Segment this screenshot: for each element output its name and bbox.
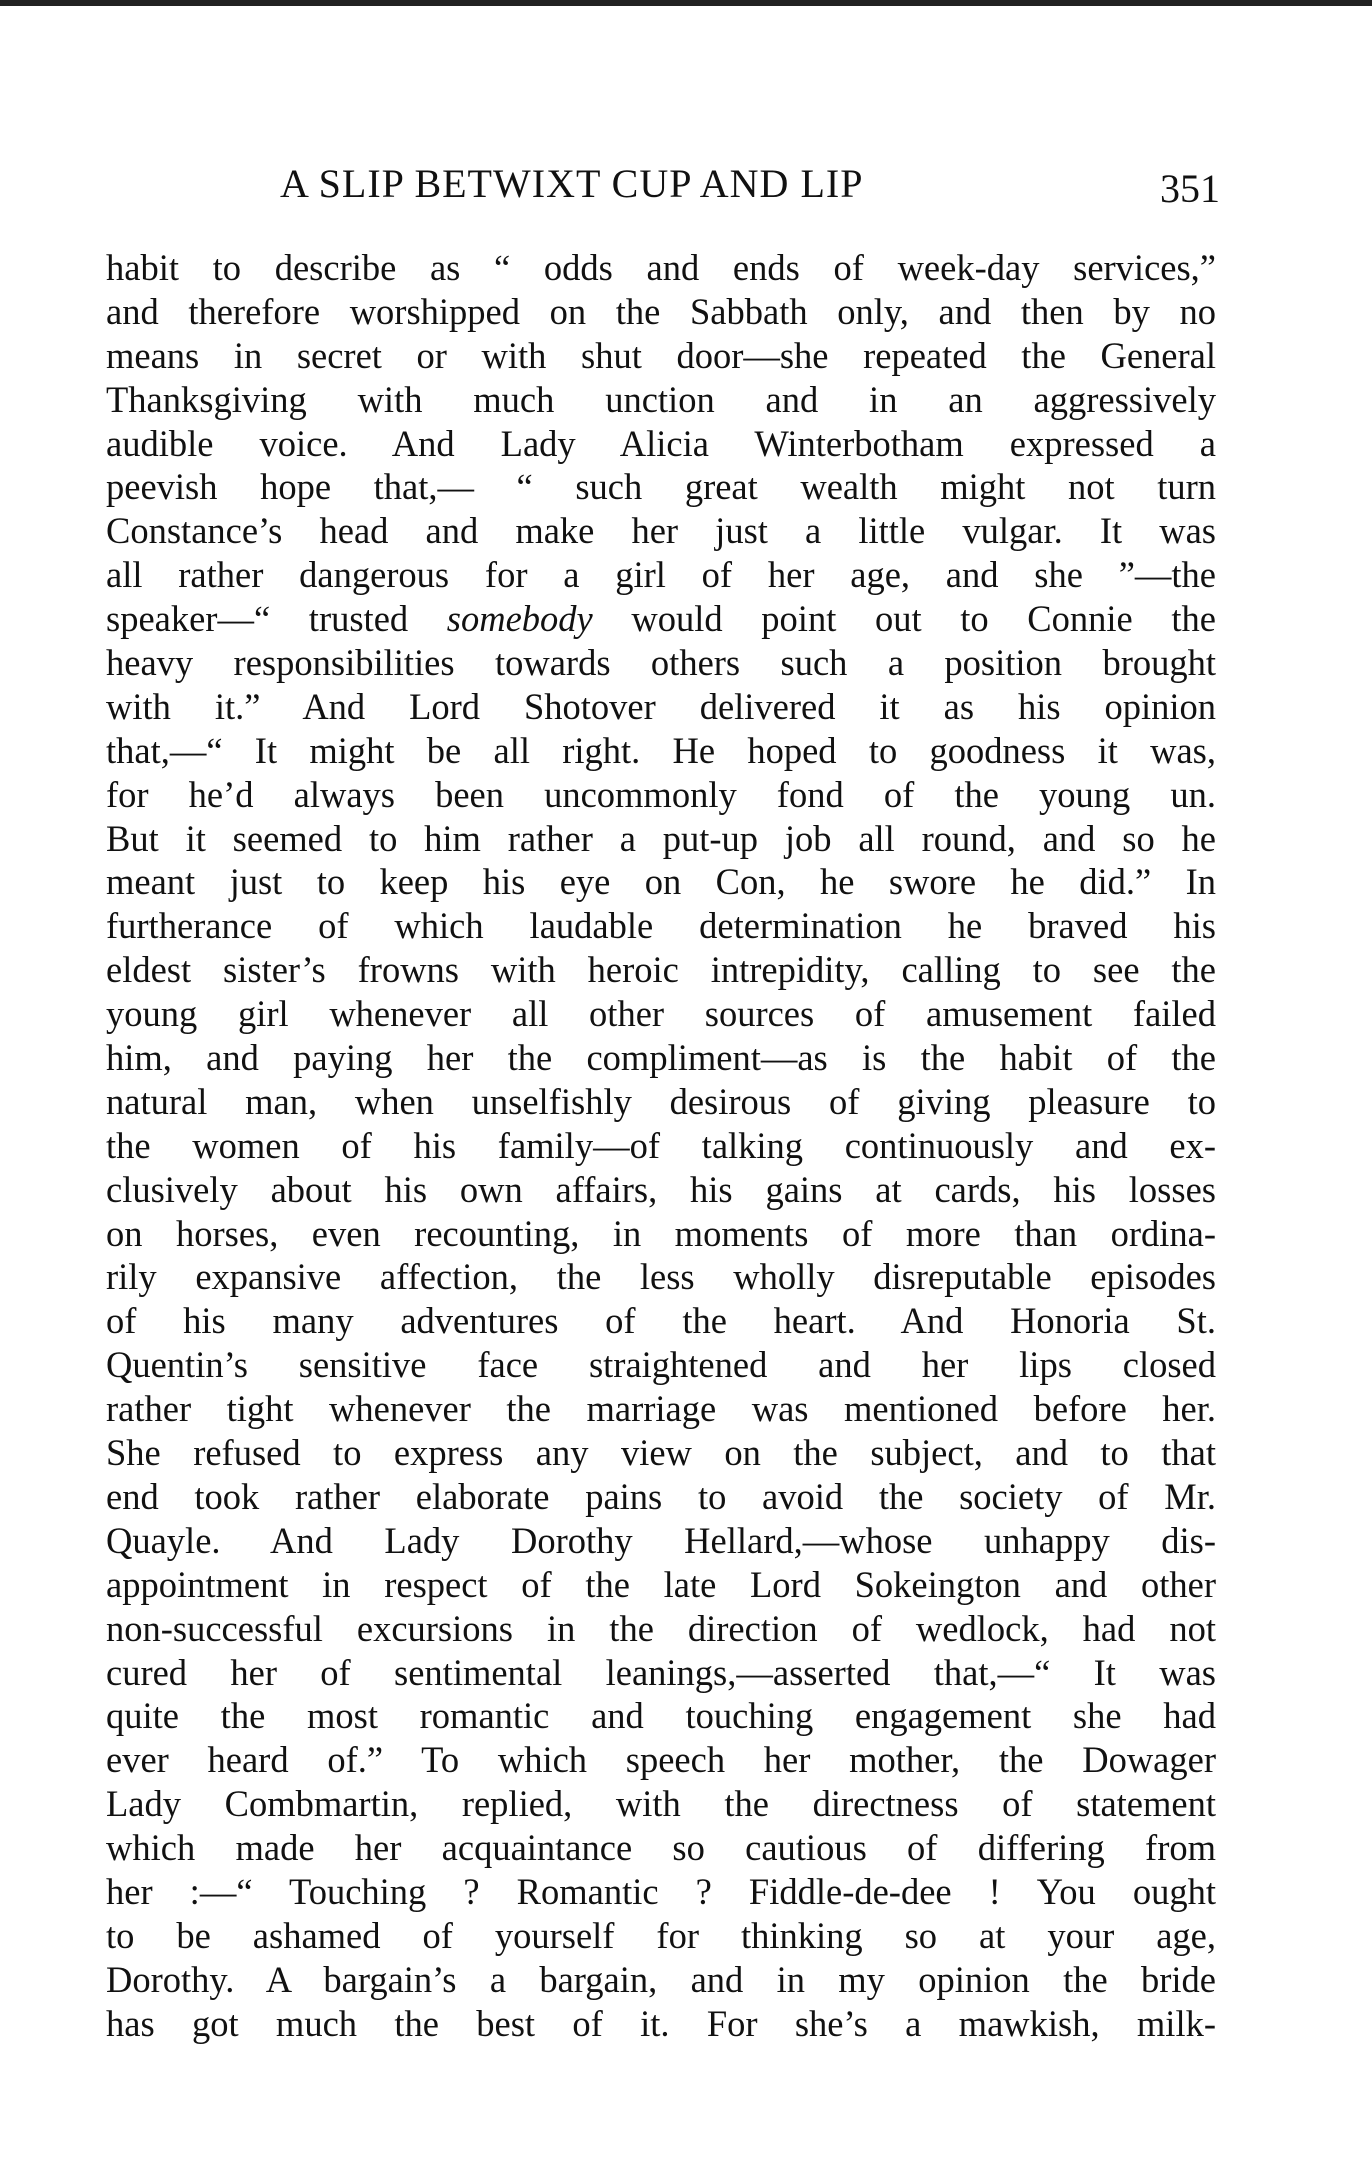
text-line: appointment in respect of the late Lord Sokeington and other (106, 1563, 1216, 1605)
text-line: cured her of sentimental leanings,—asserted that,—“ It was (106, 1651, 1216, 1693)
text-line: Lady Combmartin, replied, with the directness of statement (106, 1783, 1216, 1825)
text-line: of his many adventures of the heart. And Honoria St. (106, 1300, 1216, 1342)
text-line: young girl whenever all other sources of amusement failed (106, 993, 1216, 1035)
text-line: natural man, when unselfishly desirous of giving pleasure to (106, 1080, 1216, 1122)
text-line: But it seemed to him rather a put-up job all round, and so he (106, 817, 1216, 859)
text-line: that,—“ It might be all right. He hoped to goodness it was, (106, 729, 1216, 771)
text-line: speaker—“ trusted somebody would point out to Connie the (106, 598, 1216, 640)
text-line: on horses, even recounting, in moments of more than ordina- (106, 1212, 1216, 1254)
text-line: meant just to keep his eye on Con, he swore he did.” In (106, 861, 1216, 903)
text-line: Quentin’s sensitive face straightened and her lips closed (106, 1344, 1216, 1386)
text-line: audible voice. And Lady Alicia Winterbotham expressed a (106, 422, 1216, 464)
running-title: A SLIP BETWIXT CUP AND LIP (280, 161, 864, 206)
text-line: Thanksgiving with much unction and in an aggressively (106, 378, 1216, 420)
text-line: which made her acquaintance so cautious of differing from (106, 1827, 1216, 1869)
text-line: peevish hope that,— “ such great wealth might not turn (106, 466, 1216, 508)
text-line: him, and paying her the compliment—as is the habit of the (106, 1037, 1216, 1079)
text-line: her :—“ Touching ? Romantic ? Fiddle-de-dee ! You ought (106, 1870, 1216, 1912)
page-top-edge (0, 0, 1372, 6)
text-line: all rather dangerous for a girl of her age, and she ”—the (106, 554, 1216, 596)
body-text (106, 246, 1216, 2046)
text-line: and therefore worshipped on the Sabbath only, and then by no (106, 290, 1216, 332)
text-line: to be ashamed of yourself for thinking so at your age, (106, 1914, 1216, 1956)
text-line: for he’d always been uncommonly fond of the young un. (106, 773, 1216, 815)
text-line: with it.” And Lord Shotover delivered it as his opinion (106, 685, 1216, 727)
text-line: eldest sister’s frowns with heroic intrepidity, calling to see the (106, 949, 1216, 991)
text-line: means in secret or with shut door—she repeated the General (106, 334, 1216, 376)
text-line: furtherance of which laudable determination he braved his (106, 905, 1216, 947)
text-line: She refused to express any view on the subject, and to that (106, 1432, 1216, 1474)
text-line: rather tight whenever the marriage was mentioned before her. (106, 1388, 1216, 1430)
text-line: clusively about his own affairs, his gains at cards, his losses (106, 1168, 1216, 1210)
text-line: Dorothy. A bargain’s a bargain, and in my opinion the bride (106, 1958, 1216, 2000)
text-line: has got much the best of it. For she’s a mawkish, milk- (106, 2002, 1216, 2044)
text-line: the women of his family—of talking continuously and ex- (106, 1124, 1216, 1166)
text-line: Constance’s head and make her just a little vulgar. It was (106, 510, 1216, 552)
text-line: Quayle. And Lady Dorothy Hellard,—whose unhappy dis- (106, 1519, 1216, 1561)
text-line: end took rather elaborate pains to avoid the society of Mr. (106, 1475, 1216, 1517)
text-line: quite the most romantic and touching engagement she had (106, 1695, 1216, 1737)
text-line: habit to describe as “ odds and ends of week-day services,” (106, 247, 1216, 288)
page-number: 351 (1160, 166, 1220, 211)
text-line: non-successful excursions in the direction of wedlock, had not (106, 1607, 1216, 1649)
text-line: ever heard of.” To which speech her mother, the Dowager (106, 1739, 1216, 1781)
text-line: heavy responsibilities towards others such a position brought (106, 642, 1216, 684)
text-line: rily expansive affection, the less wholly disreputable episodes (106, 1256, 1216, 1298)
